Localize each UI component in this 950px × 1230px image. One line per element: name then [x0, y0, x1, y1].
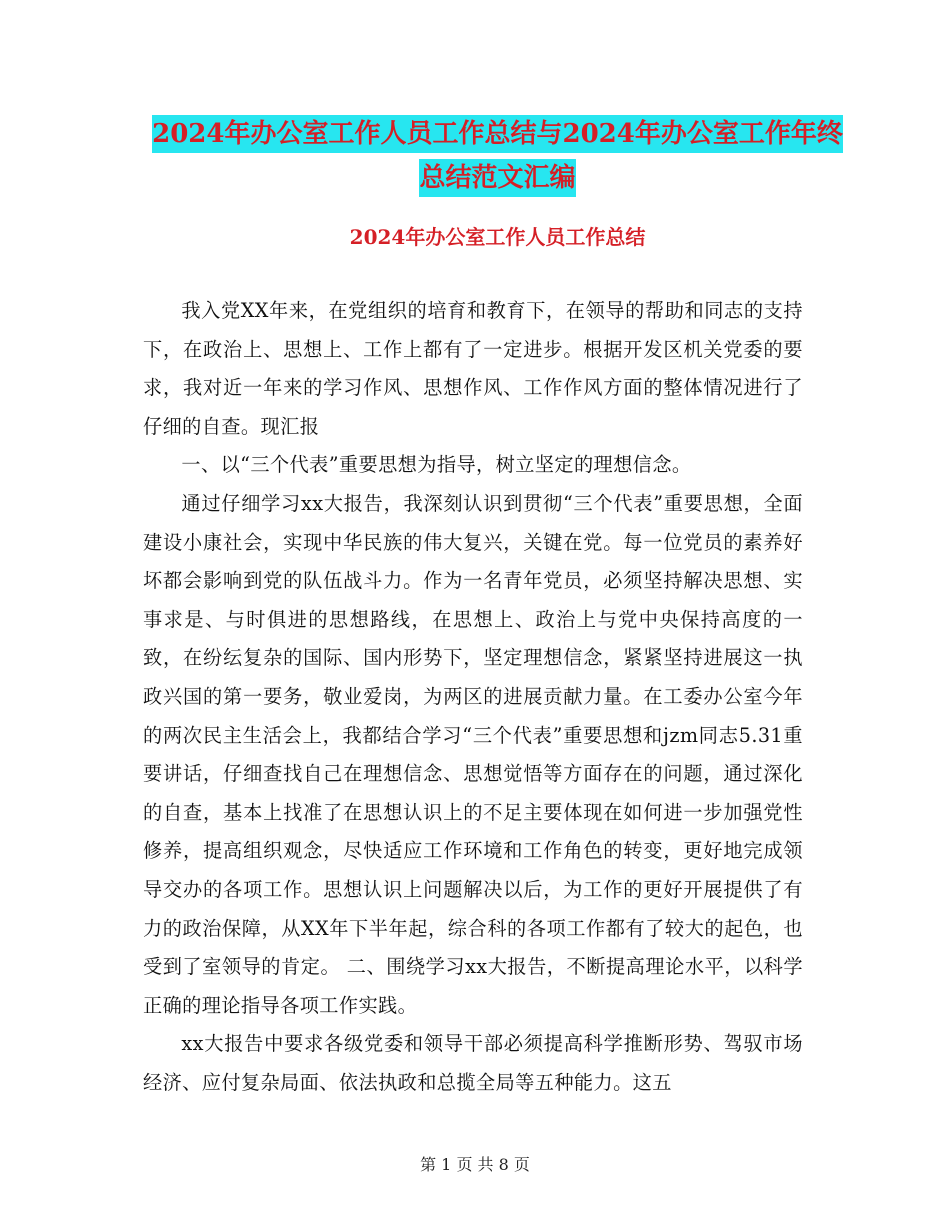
document-body: [143, 292, 803, 1102]
document-title: [140, 112, 855, 200]
paragraph: 通过仔细学习xx大报告，我深刻认识到贯彻“三个代表”重要思想，全面建设小康社会，实现中华民族的伟大复兴，关键在党。每一位党员的素养好坏都会影响到党的队伍战斗力。作为一名青年党员，必须坚持解决思想、实事求是、与时俱进的思想路线，在思想上、政治上与党中央保持高度的一致，在纷纭复杂的国际、国内形势下，坚定理想信念，紧紧坚持进展这一执政兴国的第一要务，敬业爱岗，为两区的进展贡献力量。在工委办公室今年的两次民主生活会上，我都结合学习“三个代表”重要思想和jzm同志5.31重要讲话，仔细查找自己在理想信念、思想觉悟等方面存在的问题，通过深化的自查，基本上找准了在思想认识上的不足主要体现在如何进一步加强党性修养，提高组织观念，尽快适应工作环境和工作角色的转变，更好地完成领导交办的各项工作。思想认识上问题解决以后，为工作的更好开展提供了有力的政治保障，从XX年下半年起，综合科的各项工作都有了较大的起色，也受到了室领导的肯定。 二、围绕学习xx大报告，不断提高理论水平，以科学正确的理论指导各项工作实践。: [143, 491, 803, 1017]
paragraph: 一、以“三个代表”重要思想为指导，树立坚定的理想信念。: [181, 453, 692, 477]
document-title-text: 2024年办公室工作人员工作总结与2024年办公室工作年终总结范文汇编: [152, 115, 843, 197]
section-title: 2024年办公室工作人员工作总结: [349, 225, 646, 249]
page-footer: 第 1 页 共 8 页: [420, 1155, 530, 1174]
paragraph: 我入党XX年来，在党组织的培育和教育下，在领导的帮助和同志的支持下，在政治上、思想上、工作上都有了一定进步。根据开发区机关党委的要求，我对近一年来的学习作风、思想作风、工作作风方面的整体情况进行了仔细的自查。现汇报: [143, 299, 803, 438]
paragraph: xx大报告中要求各级党委和领导干部必须提高科学推断形势、驾驭市场经济、应付复杂局面、依法执政和总揽全局等五种能力。这五: [143, 1032, 803, 1094]
